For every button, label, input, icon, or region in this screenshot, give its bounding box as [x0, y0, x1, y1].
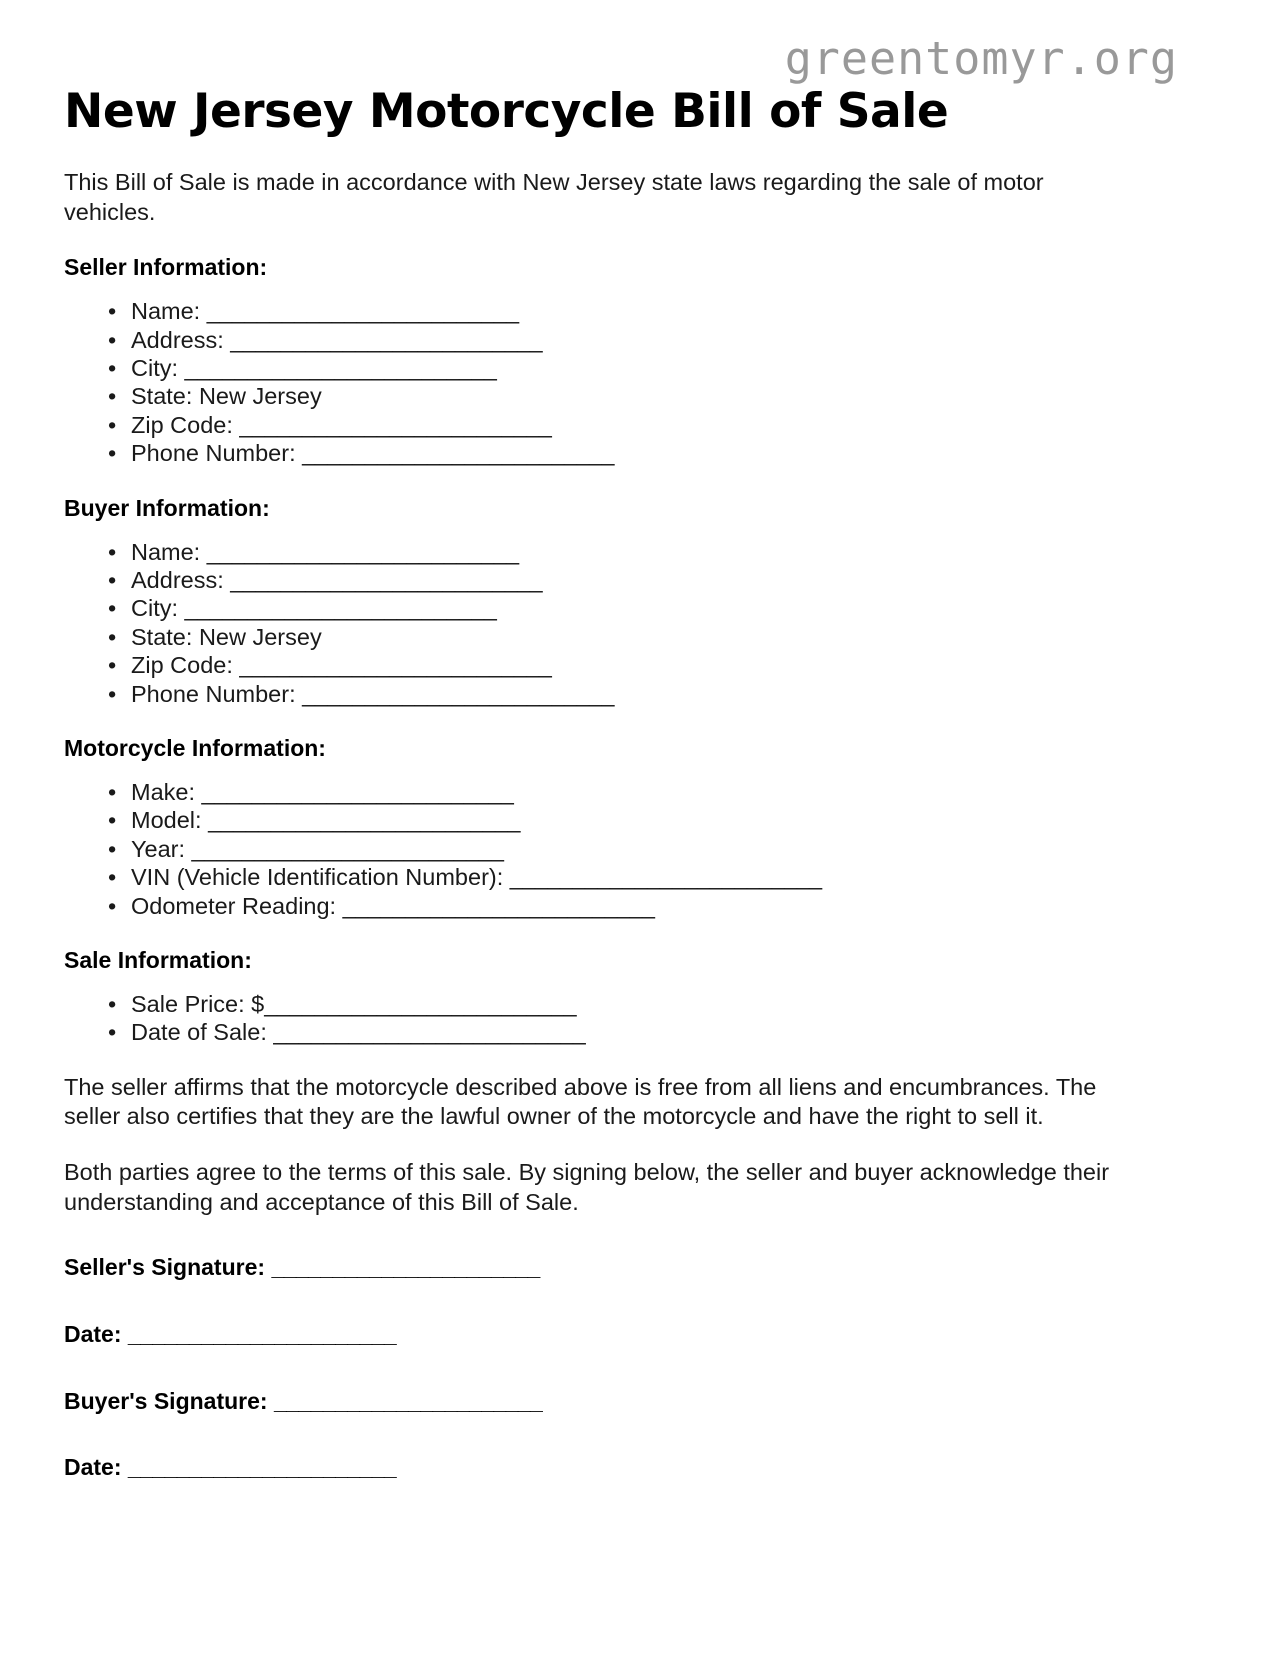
seller-signature-blank[interactable]: ______________________: [271, 1254, 540, 1281]
list-item: [105, 354, 1122, 382]
buyer-signature-blank[interactable]: ______________________: [273, 1387, 543, 1414]
field-label: Address:: [131, 566, 224, 593]
list-item: [105, 411, 1122, 439]
field-label: Name:: [131, 298, 201, 325]
field-label: Make:: [131, 778, 195, 805]
field-blank[interactable]: _________________________: [206, 298, 519, 325]
bullet-icon: •: [108, 1019, 117, 1046]
page-title: New Jersey Motorcycle Bill of Sale: [64, 84, 949, 139]
field-label: Year:: [131, 835, 186, 862]
list-item: [105, 1018, 1122, 1046]
bullet-icon: •: [108, 680, 117, 707]
motorcycle-information-heading: Motorcycle Information:: [64, 735, 326, 762]
bullet-icon: •: [108, 892, 117, 919]
site-watermark: greentomyr.org: [784, 32, 1178, 85]
bullet-icon: •: [108, 440, 117, 467]
seller-signature-line: [64, 1253, 1122, 1282]
field-label: VIN (Vehicle Identification Number):: [131, 864, 504, 891]
liens-affirmation-paragraph: The seller affirms that the motorcycle described above is free from all liens and encumbrances. The seller also certifies that they are the lawful owner of the motorcycle and have the right to sell it.: [64, 1073, 1097, 1130]
buyer-date-label: Date:: [64, 1454, 122, 1481]
list-item: [105, 297, 1122, 325]
field-value: New Jersey: [198, 623, 322, 650]
field-label: Sale Price: $: [131, 990, 265, 1017]
field-label: City:: [131, 354, 178, 381]
field-blank[interactable]: _________________________: [264, 990, 576, 1017]
bullet-icon: •: [108, 778, 117, 805]
field-blank[interactable]: _________________________: [230, 566, 543, 593]
intro-paragraph: This Bill of Sale is made in accordance with New Jersey state laws regarding the sale of motor vehicles.: [64, 169, 1044, 225]
bullet-icon: •: [108, 990, 117, 1017]
bullet-icon: •: [108, 864, 117, 891]
bullet-icon: •: [108, 595, 117, 622]
field-blank[interactable]: _________________________: [239, 652, 552, 679]
field-label: Date of Sale:: [131, 1019, 267, 1046]
field-label: Zip Code:: [131, 411, 233, 438]
field-value: New Jersey: [198, 383, 322, 410]
list-item: [105, 651, 1122, 679]
field-label: Phone Number:: [131, 680, 296, 707]
list-item: [105, 806, 1122, 834]
bullet-icon: •: [108, 411, 117, 438]
list-item: [105, 623, 1122, 651]
field-label: Odometer Reading:: [131, 892, 337, 919]
sale-information-list: [64, 990, 1122, 1047]
bullet-icon: •: [108, 566, 117, 593]
field-blank[interactable]: _________________________: [239, 411, 552, 438]
motorcycle-information-list: [64, 778, 1122, 920]
document-body: [64, 168, 1122, 1520]
list-item: [105, 538, 1122, 566]
bullet-icon: •: [108, 354, 117, 381]
field-blank[interactable]: _________________________: [302, 680, 614, 707]
signature-block: [64, 1253, 1122, 1482]
list-item: [105, 863, 1122, 891]
list-item: [105, 990, 1122, 1018]
list-item: [105, 680, 1122, 708]
bullet-icon: •: [108, 807, 117, 834]
buyer-date-line: [64, 1453, 1122, 1482]
bullet-icon: •: [108, 652, 117, 679]
field-blank[interactable]: _________________________: [509, 864, 822, 891]
list-item: [105, 778, 1122, 806]
buyer-information-heading: Buyer Information:: [64, 494, 270, 521]
field-blank[interactable]: _________________________: [273, 1019, 586, 1046]
field-blank[interactable]: _________________________: [184, 595, 497, 622]
list-item: [105, 326, 1122, 354]
buyer-information-list: [64, 538, 1122, 709]
agreement-paragraph: Both parties agree to the terms of this sale. By signing below, the seller and buyer acknowledge their understanding and acceptance of this Bill of Sale.: [64, 1159, 1110, 1215]
bullet-icon: •: [108, 538, 117, 565]
list-item: [105, 594, 1122, 622]
bullet-icon: •: [108, 298, 117, 325]
bullet-icon: •: [108, 383, 117, 410]
list-item: [105, 382, 1122, 410]
sale-information-heading: Sale Information:: [64, 947, 252, 974]
buyer-date-blank[interactable]: ______________________: [127, 1454, 397, 1481]
field-blank[interactable]: _________________________: [342, 892, 655, 919]
field-label: State:: [131, 623, 193, 650]
field-blank[interactable]: _________________________: [208, 807, 520, 834]
field-label: Address:: [131, 326, 224, 353]
bullet-icon: •: [108, 623, 117, 650]
seller-information-heading: Seller Information:: [64, 254, 268, 281]
field-blank[interactable]: _________________________: [201, 778, 514, 805]
bullet-icon: •: [108, 835, 117, 862]
buyer-signature-label: Buyer's Signature:: [64, 1387, 268, 1414]
seller-signature-label: Seller's Signature:: [64, 1254, 266, 1281]
list-item: [105, 439, 1122, 467]
list-item: [105, 835, 1122, 863]
field-blank[interactable]: _________________________: [206, 538, 519, 565]
field-label: State:: [131, 383, 193, 410]
list-item: [105, 892, 1122, 920]
field-label: City:: [131, 595, 178, 622]
buyer-signature-line: [64, 1387, 1122, 1416]
field-label: Phone Number:: [131, 440, 296, 467]
field-blank[interactable]: _________________________: [302, 440, 614, 467]
seller-information-list: [64, 297, 1122, 468]
field-blank[interactable]: _________________________: [184, 354, 497, 381]
bullet-icon: •: [108, 326, 117, 353]
seller-date-line: [64, 1320, 1122, 1349]
field-label: Model:: [131, 807, 202, 834]
list-item: [105, 566, 1122, 594]
field-blank[interactable]: _________________________: [191, 835, 504, 862]
seller-date-blank[interactable]: ______________________: [127, 1320, 397, 1347]
field-label: Zip Code:: [131, 652, 233, 679]
seller-date-label: Date:: [64, 1320, 122, 1347]
field-blank[interactable]: _________________________: [230, 326, 543, 353]
field-label: Name:: [131, 538, 201, 565]
